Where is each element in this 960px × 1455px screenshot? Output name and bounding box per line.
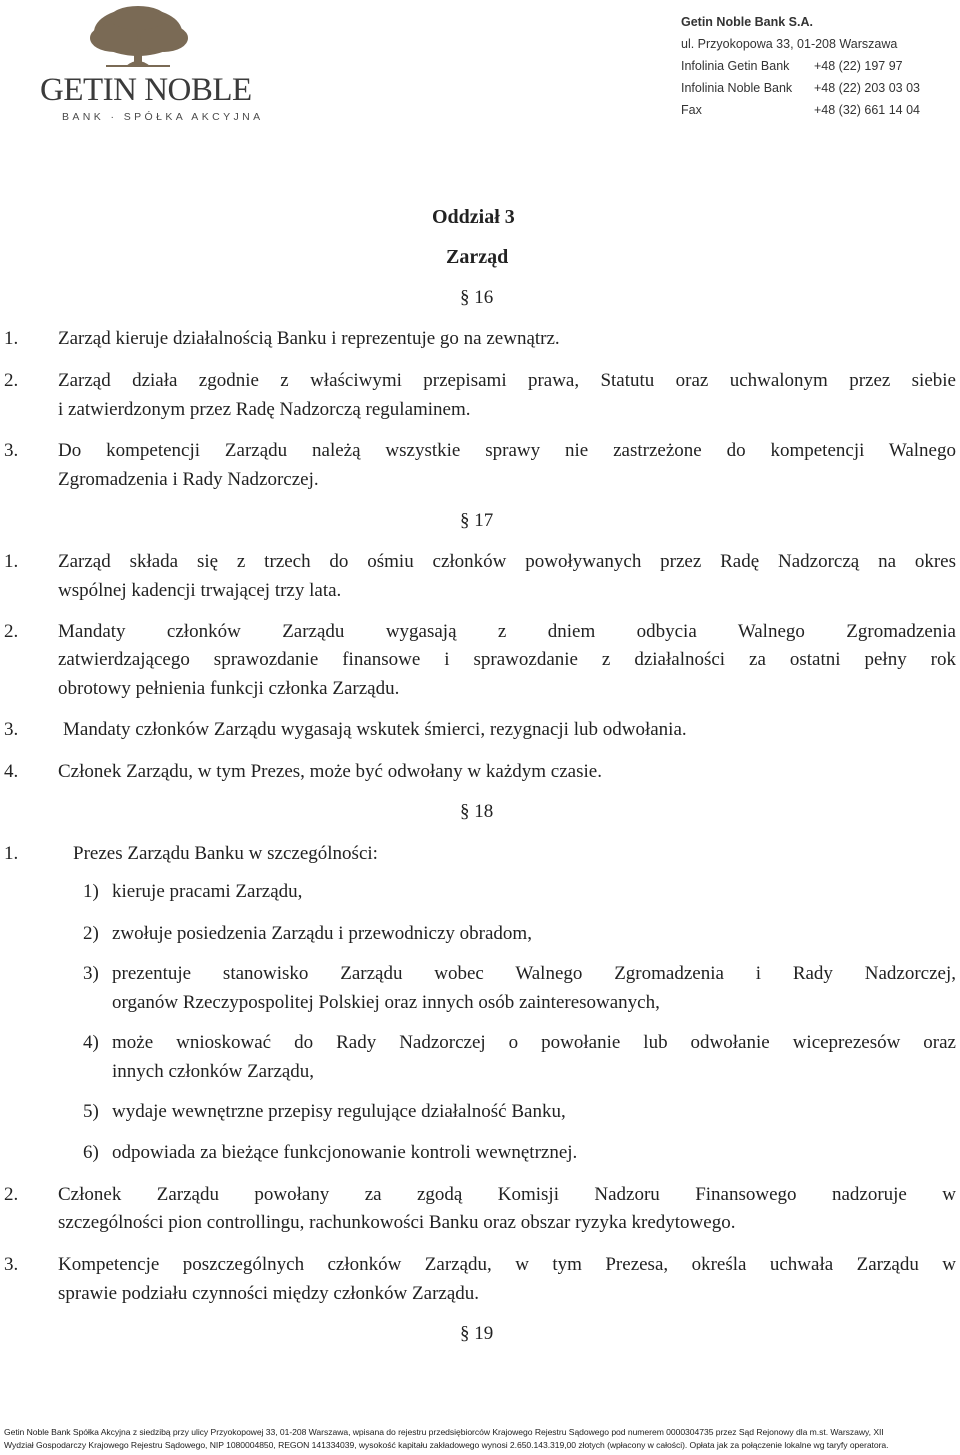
item-text: Mandaty członków Zarządu wygasają z dniem odbycia Walnego Zgromadzenia: [58, 621, 956, 642]
contact-label: Infolinia Noble Bank: [681, 81, 793, 95]
item-text: Zarząd składa się z trzech do ośmiu członków powoływanych przez Radę Nadzorczą na okres: [58, 551, 956, 572]
item-number: 2.: [4, 1184, 19, 1205]
subitem-number: 1): [83, 881, 99, 902]
footer-line: Getin Noble Bank Spółka Akcyjna z siedzibą przy ulicy Przyokopowej 33, 01-208 Warszawa, wpisana do rejestru przedsiębiorców Krajowego Rejestru Sądowego pod numerem 0000304735 przez Sąd Rejonowy dla m.st. Warszawy, XII: [4, 1427, 884, 1437]
item-text: Zarząd działa zgodnie z właściwymi przepisami prawa, Statutu oraz uchwalonym przez siebie: [58, 370, 956, 391]
subitem-text: organów Rzeczypospolitej Polskiej oraz innych osób zainteresowanych,: [112, 992, 660, 1013]
tree-icon: [36, 4, 236, 74]
subitem-text: prezentuje stanowisko Zarządu wobec Walnego Zgromadzenia i Rady Nadzorczej,: [112, 963, 956, 984]
section-subtitle: Zarząd: [446, 246, 509, 268]
item-text: Członek Zarządu, w tym Prezes, może być odwołany w każdym czasie.: [58, 761, 602, 782]
item-number: 1.: [4, 551, 19, 572]
item-number: 3.: [4, 719, 19, 740]
bank-address: ul. Przyokopowa 33, 01-208 Warszawa: [681, 37, 898, 51]
item-number: 3.: [4, 1254, 19, 1275]
subitem-number: 3): [83, 963, 99, 984]
subitem-number: 4): [83, 1032, 99, 1053]
bank-name: Getin Noble Bank S.A.: [681, 15, 813, 29]
paragraph-sign: § 16: [460, 287, 494, 308]
logo-subtitle: BANK · SPÓŁKA AKCYJNA: [62, 111, 264, 123]
subitem-text: odpowiada za bieżące funkcjonowanie kontroli wewnętrznej.: [112, 1142, 578, 1163]
item-text: Prezes Zarządu Banku w szczególności:: [73, 843, 378, 864]
contact-value: +48 (22) 203 03 03: [814, 81, 920, 95]
subitem-number: 5): [83, 1101, 99, 1122]
item-number: 3.: [4, 440, 19, 461]
contact-label: Infolinia Getin Bank: [681, 59, 790, 73]
paragraph-sign: § 19: [460, 1323, 494, 1344]
section-title: Oddział 3: [432, 206, 515, 228]
item-text: Mandaty członków Zarządu wygasają wskutek śmierci, rezygnacji lub odwołania.: [63, 719, 687, 740]
subitem-text: innych członków Zarządu,: [112, 1061, 315, 1082]
logo-wordmark: GETIN NOBLE: [40, 72, 252, 108]
item-text: Do kompetencji Zarządu należą wszystkie sprawy nie zastrzeżone do kompetencji Walnego: [58, 440, 956, 461]
contact-value: +48 (32) 661 14 04: [814, 103, 920, 117]
item-text: Członek Zarządu powołany za zgodą Komisji Nadzoru Finansowego nadzoruje w: [58, 1184, 956, 1205]
item-number: 4.: [4, 761, 19, 782]
item-text: sprawie podziału czynności między członków Zarządu.: [58, 1283, 480, 1304]
item-text: Kompetencje poszczególnych członków Zarządu, w tym Prezesa, określa uchwała Zarządu w: [58, 1254, 956, 1275]
subitem-number: 2): [83, 923, 99, 944]
item-text: zatwierdzającego sprawozdanie finansowe i sprawozdanie z działalności za ostatni pełny rok: [58, 649, 956, 670]
subitem-text: może wnioskować do Rady Nadzorczej o powołanie lub odwołanie wiceprezesów oraz: [112, 1032, 956, 1053]
footer-line: Wydział Gospodarczy Krajowego Rejestru Sądowego, NIP 1080004850, REGON 141334039, wysokość kapitału zakładowego wynosi 2.650.143.319,00 złotych (wpłacony w całości). Opłata jak za połączenie lokalne wg taryfy operatora.: [4, 1440, 889, 1450]
contact-value: +48 (22) 197 97: [814, 59, 903, 73]
item-text: Zgromadzenia i Rady Nadzorczej.: [58, 469, 319, 490]
subitem-text: wydaje wewnętrzne przepisy regulujące działalność Banku,: [112, 1101, 566, 1122]
item-text: obrotowy pełnienia funkcji członka Zarządu.: [58, 678, 400, 699]
item-text: i zatwierdzonym przez Radę Nadzorczą regulaminem.: [58, 399, 471, 420]
item-number: 2.: [4, 370, 19, 391]
item-text: Zarząd kieruje działalnością Banku i reprezentuje go na zewnątrz.: [58, 328, 560, 349]
paragraph-sign: § 18: [460, 801, 494, 822]
item-number: 1.: [4, 328, 19, 349]
getin-noble-logo: [36, 4, 264, 123]
item-number: 2.: [4, 621, 19, 642]
contact-label: Fax: [681, 103, 702, 117]
subitem-number: 6): [83, 1142, 99, 1163]
item-text: szczególności pion controllingu, rachunkowości Banku oraz obszar ryzyka kredytowego.: [58, 1212, 736, 1233]
paragraph-sign: § 17: [460, 510, 494, 531]
subitem-text: kieruje pracami Zarządu,: [112, 881, 303, 902]
item-number: 1.: [4, 843, 19, 864]
item-text: wspólnej kadencji trwającej trzy lata.: [58, 580, 342, 601]
subitem-text: zwołuje posiedzenia Zarządu i przewodniczy obradom,: [112, 923, 532, 944]
